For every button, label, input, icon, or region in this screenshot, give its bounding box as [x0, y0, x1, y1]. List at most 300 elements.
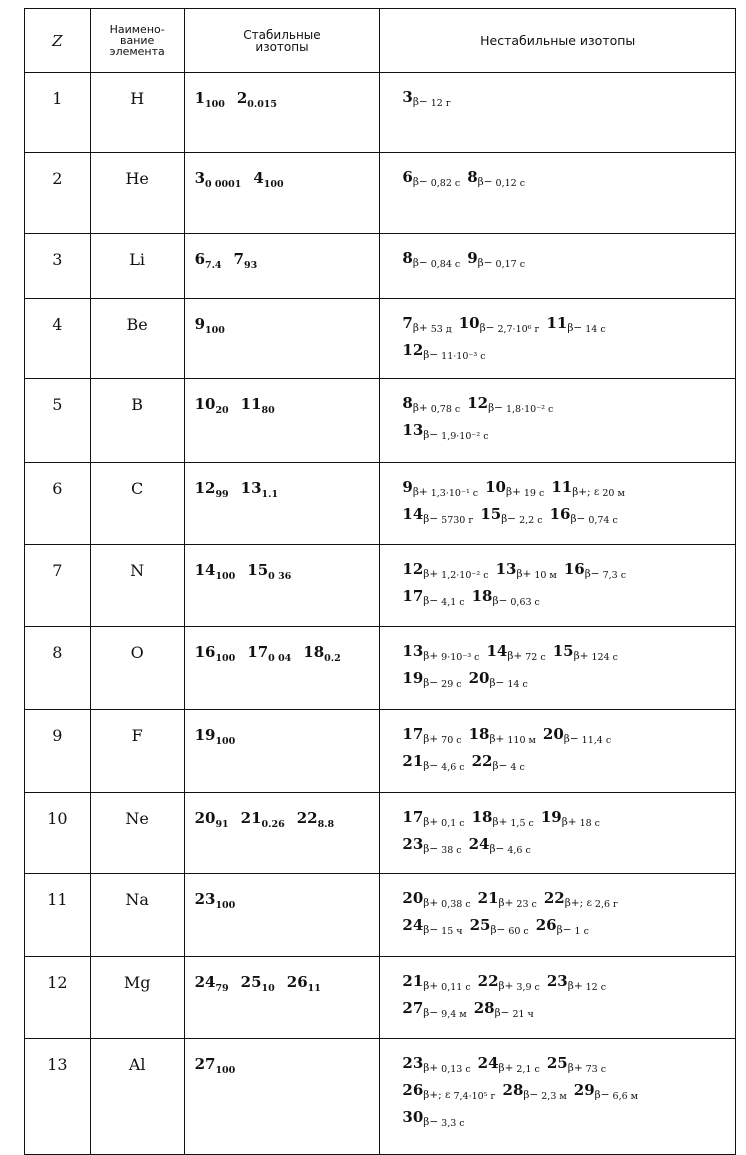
mass-number: 10 — [485, 478, 506, 496]
element-symbol: Be — [126, 315, 148, 334]
isotope-line — [402, 1053, 735, 1080]
mass-number: 3 — [194, 169, 205, 187]
mass-number: 20 — [542, 725, 564, 743]
unstable-isotopes-cell — [380, 957, 736, 1039]
half-life: 11·10⁻³ с — [441, 351, 486, 362]
mass-number: 18 — [471, 808, 493, 826]
element-cell — [90, 957, 184, 1039]
half-life: 72 с — [525, 652, 546, 663]
mass-number: 22 — [296, 809, 318, 827]
unstable-isotopes-cell — [380, 379, 736, 463]
stable-isotope — [195, 394, 229, 416]
mass-number: 23 — [402, 835, 424, 853]
mass-number: 22 — [471, 752, 493, 770]
stable-isotope — [241, 394, 275, 416]
mass-number: 7 — [233, 250, 244, 268]
half-life: 1,8·10⁻² с — [505, 404, 554, 415]
mass-number: 22 — [477, 972, 499, 990]
abundance: 0 36 — [268, 571, 292, 582]
decay-mode: β− — [412, 96, 428, 108]
element-cell — [90, 874, 184, 957]
atomic-number-cell — [25, 73, 91, 153]
half-life: 0,82 с — [430, 178, 461, 189]
mass-number: 26 — [402, 1081, 424, 1099]
mass-number: 14 — [486, 642, 508, 660]
decay-mode: β− — [423, 595, 439, 607]
decay-mode: β+ — [423, 733, 439, 745]
mass-number: 8 — [402, 249, 413, 267]
half-life: 2,7·10⁶ г — [497, 324, 540, 335]
decay-mode: β+; ε — [564, 897, 592, 909]
decay-mode: β+ — [492, 816, 508, 828]
half-life: 18 с — [579, 818, 601, 829]
unstable-isotope — [467, 167, 525, 194]
half-life: 6,6 м — [612, 1091, 639, 1102]
stable-isotope — [297, 808, 334, 830]
header-stable — [184, 9, 380, 73]
half-life: 0,63 с — [510, 597, 540, 608]
isotope-line — [402, 834, 735, 861]
atomic-number: 5 — [52, 395, 63, 414]
header-element-line: Наимено- — [109, 23, 165, 36]
header-element-line: вание — [119, 34, 155, 47]
stable-isotopes-cell — [184, 379, 380, 463]
stable-isotopes-cell — [184, 957, 380, 1039]
unstable-isotope — [402, 393, 460, 420]
table-row — [25, 627, 736, 710]
mass-number: 4 — [253, 169, 264, 187]
unstable-isotope — [480, 504, 542, 531]
stable-isotopes-cell — [184, 874, 380, 957]
unstable-isotope — [402, 751, 464, 778]
unstable-isotope — [469, 834, 531, 861]
decay-mode: β− — [570, 513, 586, 525]
unstable-isotope — [469, 668, 528, 695]
half-life: 12 с — [585, 982, 607, 993]
isotope-table — [24, 8, 736, 1155]
mass-number: 17 — [402, 587, 424, 605]
mass-number: 23 — [194, 890, 216, 908]
atomic-number: 3 — [52, 250, 63, 269]
mass-number: 26 — [535, 916, 557, 934]
abundance: 80 — [261, 405, 275, 416]
atomic-number-cell — [25, 545, 91, 627]
element-cell — [90, 545, 184, 627]
unstable-isotopes-cell — [380, 73, 736, 153]
stable-isotope — [247, 642, 291, 664]
unstable-isotopes-cell — [380, 463, 736, 545]
unstable-isotopes-cell — [380, 627, 736, 710]
isotope-line — [402, 888, 735, 915]
half-life: 23 с — [516, 899, 537, 910]
atomic-number: 6 — [52, 479, 63, 498]
mass-number: 24 — [477, 1054, 499, 1072]
element-symbol: O — [130, 643, 144, 662]
unstable-isotope — [574, 1080, 638, 1107]
unstable-isotope — [402, 559, 488, 586]
half-life: 20 м — [602, 488, 625, 499]
unstable-isotope — [551, 477, 625, 504]
abundance: 100 — [215, 653, 236, 664]
unstable-isotope — [547, 1053, 606, 1080]
decay-mode: β− — [501, 513, 517, 525]
element-cell — [90, 710, 184, 793]
half-life: 15 ч — [441, 926, 463, 937]
element-cell — [90, 463, 184, 545]
half-life: 7,3 с — [602, 570, 627, 581]
stable-isotope — [303, 642, 340, 664]
isotope-line — [402, 586, 735, 613]
unstable-isotope — [402, 998, 466, 1025]
mass-number: 20 — [468, 669, 490, 687]
decay-mode: β+ — [498, 1062, 514, 1074]
table-row — [25, 73, 736, 153]
mass-number: 19 — [194, 726, 216, 744]
half-life: 9·10⁻³ с — [441, 652, 480, 663]
unstable-isotope — [550, 504, 618, 531]
table-body — [25, 73, 736, 1155]
mass-number: 12 — [194, 479, 216, 497]
abundance: 100 — [263, 179, 284, 190]
table-header-row — [25, 9, 736, 73]
abundance: 0 04 — [268, 653, 292, 664]
half-life: 4,6 с — [507, 845, 531, 856]
abundance: 99 — [215, 489, 229, 500]
table-row — [25, 234, 736, 299]
atomic-number: 2 — [52, 169, 63, 188]
half-life: 60 с — [508, 926, 529, 937]
table-row — [25, 710, 736, 793]
half-life: 2,1 с — [516, 1064, 540, 1075]
stable-isotope — [241, 972, 275, 994]
half-life: 0,74 с — [588, 515, 618, 526]
abundance: 100 — [215, 736, 236, 747]
mass-number: 17 — [402, 808, 424, 826]
atomic-number: 9 — [52, 726, 63, 745]
unstable-isotope — [467, 248, 525, 275]
header-unstable: Нестабильные изотопы — [380, 9, 736, 73]
mass-number: 23 — [402, 1054, 424, 1072]
half-life: 4,6 с — [441, 762, 465, 773]
decay-mode: β− — [412, 257, 428, 269]
table-row — [25, 299, 736, 379]
mass-number: 11 — [240, 395, 262, 413]
half-life: 110 м — [507, 735, 536, 746]
unstable-isotopes-cell — [380, 299, 736, 379]
mass-number: 15 — [552, 642, 574, 660]
isotope-line — [402, 751, 735, 778]
unstable-isotope — [469, 724, 536, 751]
unstable-isotope — [487, 641, 546, 668]
isotope-line — [402, 724, 735, 751]
decay-mode: β+ — [423, 568, 439, 580]
mass-number: 11 — [551, 478, 573, 496]
half-life: 2,2 с — [519, 515, 543, 526]
header-element — [90, 9, 184, 73]
mass-number: 15 — [480, 505, 502, 523]
element-symbol: Al — [128, 1055, 146, 1074]
element-cell — [90, 1039, 184, 1155]
table-row — [25, 874, 736, 957]
stable-isotope — [241, 478, 278, 500]
header-z: Z — [25, 9, 91, 73]
abundance: 0 0001 — [205, 179, 242, 190]
half-life: 1,9·10⁻² с — [441, 431, 489, 442]
half-life: 4,1 с — [441, 597, 465, 608]
table-row — [25, 1039, 736, 1155]
mass-number: 18 — [303, 643, 325, 661]
mass-number: 6 — [194, 250, 205, 268]
element-cell — [90, 379, 184, 463]
atomic-number-cell — [25, 874, 91, 957]
element-symbol: C — [131, 479, 144, 498]
decay-mode: β+ — [507, 650, 523, 662]
stable-isotope — [195, 889, 236, 911]
isotope-line — [402, 393, 735, 420]
abundance: 20 — [215, 405, 229, 416]
decay-mode: β− — [594, 1089, 610, 1101]
half-life: 1,5 с — [510, 818, 534, 829]
element-symbol: He — [125, 169, 149, 188]
table-row — [25, 379, 736, 463]
atomic-number-cell — [25, 153, 91, 234]
mass-number: 8 — [467, 168, 478, 186]
unstable-isotope — [478, 888, 537, 915]
abundance: 11 — [307, 983, 321, 994]
atomic-number-cell — [25, 234, 91, 299]
stable-isotopes-cell — [184, 234, 380, 299]
decay-mode: β+ — [423, 980, 439, 992]
half-life: 7,4·10⁵ г — [453, 1091, 496, 1102]
element-symbol: B — [131, 395, 144, 414]
decay-mode: β− — [494, 1007, 510, 1019]
unstable-isotope — [402, 420, 488, 447]
unstable-isotope — [544, 888, 618, 915]
half-life: 5730 г — [441, 515, 474, 526]
unstable-isotope — [402, 1080, 495, 1107]
isotope-line — [402, 1107, 735, 1134]
mass-number: 26 — [286, 973, 308, 991]
mass-number: 19 — [402, 669, 424, 687]
decay-mode: β− — [423, 760, 439, 772]
atomic-number-cell — [25, 379, 91, 463]
atomic-number-cell — [25, 627, 91, 710]
stable-isotope — [195, 88, 225, 110]
mass-number: 25 — [240, 973, 262, 991]
mass-number: 20 — [402, 889, 424, 907]
mass-number: 23 — [546, 972, 568, 990]
unstable-isotope — [478, 971, 540, 998]
decay-mode: β+ — [423, 1062, 439, 1074]
half-life: 0,78 с — [430, 404, 461, 415]
half-life: 14 с — [585, 324, 606, 335]
decay-mode: β+ — [498, 897, 514, 909]
decay-mode: β+ — [516, 568, 532, 580]
isotope-line — [402, 1080, 735, 1107]
half-life: 12 г — [430, 98, 451, 109]
half-life: 11,4 с — [581, 735, 612, 746]
half-life: 29 с — [441, 679, 462, 690]
element-symbol: Mg — [123, 973, 151, 992]
unstable-isotope — [547, 971, 606, 998]
half-life: 0,84 с — [430, 259, 461, 270]
stable-isotope — [237, 88, 277, 110]
unstable-isotope — [472, 751, 525, 778]
abundance: 100 — [205, 99, 225, 110]
mass-number: 16 — [549, 505, 571, 523]
half-life: 4 с — [510, 762, 525, 773]
unstable-isotope — [402, 641, 479, 668]
atomic-number: 13 — [47, 1055, 68, 1074]
stable-isotope — [195, 808, 229, 830]
decay-mode: β+ — [567, 1062, 583, 1074]
unstable-isotope — [402, 248, 460, 275]
element-symbol: Li — [129, 250, 146, 269]
unstable-isotope — [472, 586, 540, 613]
half-life: 10 м — [534, 570, 557, 581]
decay-mode: β− — [492, 595, 508, 607]
stable-isotope — [195, 168, 242, 190]
mass-number: 3 — [402, 88, 413, 106]
half-life: 9,4 м — [441, 1009, 467, 1020]
element-symbol: N — [130, 561, 145, 580]
half-life: 73 с — [585, 1064, 607, 1075]
decay-mode: β− — [423, 843, 439, 855]
abundance: 10 — [261, 983, 275, 994]
element-cell — [90, 627, 184, 710]
half-life: 38 с — [441, 845, 462, 856]
unstable-isotopes-cell — [380, 874, 736, 957]
table-row — [25, 545, 736, 627]
mass-number: 24 — [194, 973, 216, 991]
mass-number: 27 — [402, 999, 424, 1017]
mass-number: 17 — [247, 643, 269, 661]
stable-isotope — [241, 808, 285, 830]
decay-mode: β− — [423, 1116, 439, 1128]
decay-mode: β− — [492, 760, 508, 772]
decay-mode: β+ — [412, 402, 428, 414]
mass-number: 25 — [469, 916, 491, 934]
unstable-isotopes-cell — [380, 234, 736, 299]
stable-isotope — [195, 725, 236, 747]
half-life: 21 ч — [512, 1009, 534, 1020]
stable-isotope — [195, 560, 236, 582]
unstable-isotope — [459, 313, 540, 340]
mass-number: 13 — [402, 421, 424, 439]
unstable-isotopes-cell — [380, 1039, 736, 1155]
element-cell — [90, 234, 184, 299]
table-row — [25, 153, 736, 234]
atomic-number-cell — [25, 1039, 91, 1155]
isotope-line — [402, 807, 735, 834]
decay-mode: β+ — [498, 980, 514, 992]
mass-number: 13 — [402, 642, 424, 660]
stable-isotope — [195, 1054, 236, 1076]
stable-isotopes-cell — [184, 463, 380, 545]
stable-isotopes-cell — [184, 1039, 380, 1155]
abundance: 8.8 — [317, 819, 335, 830]
unstable-isotope — [467, 393, 553, 420]
decay-mode: β− — [523, 1089, 539, 1101]
unstable-isotopes-cell — [380, 153, 736, 234]
half-life: 3,9 с — [516, 982, 540, 993]
atomic-number-cell — [25, 793, 91, 874]
isotope-line — [402, 668, 735, 695]
half-life: 1,2·10⁻² с — [441, 570, 489, 581]
decay-mode: β+ — [489, 733, 505, 745]
decay-mode: β− — [563, 733, 579, 745]
atomic-number: 1 — [52, 89, 63, 108]
unstable-isotope — [402, 586, 464, 613]
atomic-number: 8 — [52, 643, 63, 662]
mass-number: 9 — [467, 249, 478, 267]
mass-number: 1 — [194, 89, 205, 107]
stable-isotope — [234, 249, 258, 271]
stable-isotopes-cell — [184, 73, 380, 153]
decay-mode: β− — [423, 677, 439, 689]
decay-mode: β+ — [412, 322, 428, 334]
unstable-isotopes-cell — [380, 793, 736, 874]
decay-mode: β− — [423, 349, 439, 361]
unstable-isotope — [541, 807, 600, 834]
element-symbol: H — [130, 89, 145, 108]
half-life: 0,13 с — [441, 1064, 471, 1075]
isotope-line — [402, 559, 735, 586]
half-life: 0,1 с — [441, 818, 465, 829]
unstable-isotopes-cell — [380, 710, 736, 793]
abundance: 93 — [243, 260, 258, 271]
unstable-isotope — [503, 1080, 567, 1107]
decay-mode: β− — [556, 924, 572, 936]
decay-mode: β− — [490, 924, 506, 936]
unstable-isotope — [546, 313, 605, 340]
decay-mode: β− — [423, 1007, 439, 1019]
decay-mode: β− — [479, 322, 495, 334]
element-cell — [90, 793, 184, 874]
unstable-isotope — [564, 559, 626, 586]
isotope-line — [402, 641, 735, 668]
mass-number: 10 — [194, 395, 216, 413]
isotope-line — [402, 971, 735, 998]
stable-isotopes-cell — [184, 793, 380, 874]
half-life: 1 с — [574, 926, 589, 937]
header-element-line: элемента — [109, 45, 165, 58]
unstable-isotope — [536, 915, 589, 942]
unstable-isotope — [553, 641, 618, 668]
table-row — [25, 957, 736, 1039]
unstable-isotope — [402, 1053, 470, 1080]
decay-mode: β− — [489, 677, 505, 689]
isotope-line — [402, 998, 735, 1025]
half-life: 0,38 с — [441, 899, 471, 910]
header-stable-line: изотопы — [255, 39, 309, 54]
unstable-isotope — [496, 559, 557, 586]
unstable-isotope — [474, 998, 534, 1025]
atomic-number-cell — [25, 463, 91, 545]
decay-mode: β− — [423, 513, 439, 525]
decay-mode: β− — [423, 429, 439, 441]
decay-mode: β+ — [567, 980, 583, 992]
mass-number: 20 — [194, 809, 216, 827]
mass-number: 18 — [471, 587, 493, 605]
half-life: 2,3 м — [541, 1091, 567, 1102]
mass-number: 16 — [563, 560, 585, 578]
stable-isotope — [287, 972, 321, 994]
half-life: 3,3 с — [441, 1118, 465, 1129]
unstable-isotope — [402, 807, 464, 834]
abundance: 100 — [215, 1065, 236, 1076]
mass-number: 16 — [194, 643, 216, 661]
